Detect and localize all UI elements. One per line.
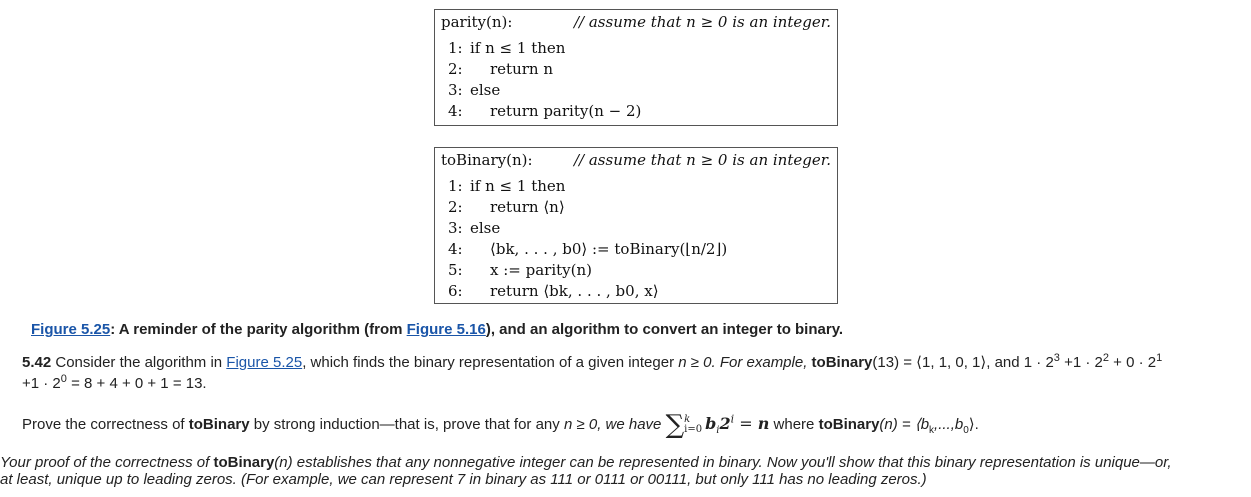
caption-text-a: : A reminder of the parity algorithm (from <box>110 321 407 338</box>
line-number: 3: <box>448 81 463 99</box>
followup-line-1 <box>0 454 1172 471</box>
exercise-line-1: 5.42 Consider the algorithm in Figure 5.25, which finds the binary representation of a given integer n ≥ 0. For example, toBinary(13) = ⟨1, 1, 0, 1⟩, and $1 \cdot 2^3 +1 \cdot 2^2 + 0 \cdot 2^1$ <box>22 352 1163 371</box>
prove-text: (n) = ⟨b <box>879 416 930 433</box>
figure-5-25-inline-link[interactable]: Figure 5.25 <box>226 354 303 371</box>
algo-line <box>448 177 565 195</box>
line-number: 4: <box>448 240 463 258</box>
prove-text: Prove the correctness of <box>22 416 189 433</box>
tobinary-name: toBinary <box>818 416 880 433</box>
line-code: else <box>470 219 501 237</box>
line-code: ⟨bk, . . . , b0⟩ := toBinary(⌊n/2⌋) <box>490 240 728 258</box>
parity-comment: // assume that n ≥ 0 is an integer. <box>573 13 831 31</box>
algo-line <box>448 282 659 300</box>
exercise-number: 5.42 <box>22 354 52 371</box>
prove-text: where <box>769 416 819 433</box>
prove-line: Prove the correctness of toBinary by strong induction—that is, prove that for any n ≥ 0, we have ∑ k i=0 $b_i2^i = n$ where toBinary(n) = $⟨b_k,...,b_0⟩$. <box>22 410 979 440</box>
tobinary-comment: // assume that n ≥ 0 is an integer. <box>573 151 831 169</box>
line-number: 4: <box>448 102 463 120</box>
line-code: return ⟨n⟩ <box>490 198 565 216</box>
sum-formula: ∑ k i=0 $b_i2^i = n$ <box>665 410 770 440</box>
line-number: 5: <box>448 261 463 279</box>
line-number: 3: <box>448 219 463 237</box>
figure-5-16-link[interactable]: Figure 5.16 <box>406 321 486 338</box>
exercise-text: = 8 + 4 + 0 + 1 = 13. <box>66 375 207 392</box>
parity-header: parity(n): <box>441 13 513 31</box>
algo-line <box>448 261 592 279</box>
line-code: return ⟨bk, . . . , b0, x⟩ <box>490 282 659 300</box>
line-number: 1: <box>448 177 463 195</box>
exercise-text: , which finds the binary representation of a given integer <box>302 354 679 371</box>
line-code: if n ≤ 1 then <box>470 39 566 57</box>
parity-algorithm-box <box>434 9 838 126</box>
caption-text-b: ), and an algorithm to convert an integer to binary. <box>485 321 844 338</box>
prove-text: ,...,b <box>934 416 964 433</box>
tobinary-header: toBinary(n): <box>441 151 533 169</box>
figure-5-25-link[interactable]: Figure 5.25 <box>31 321 111 338</box>
tobinary-name: toBinary <box>213 454 275 471</box>
line-code: return parity(n − 2) <box>490 102 642 120</box>
algo-line <box>448 102 641 120</box>
exercise-line-2: $+1 \cdot 2^0 = 8 + 4 + 0 + 1 = 13$. <box>22 373 207 392</box>
prove-text: by strong induction—that is, prove that for any <box>249 416 564 433</box>
prove-text: ⟩. <box>968 416 979 433</box>
algo-line <box>448 240 727 258</box>
tobinary-name: toBinary <box>188 416 250 433</box>
line-number: 1: <box>448 39 463 57</box>
exercise-text: (13) = ⟨1, 1, 0, 1⟩, and 1 · 2 <box>872 354 1054 371</box>
line-code: else <box>470 81 501 99</box>
exercise-text: Consider the algorithm in <box>51 354 227 371</box>
line-number: 2: <box>448 60 463 78</box>
algo-line <box>448 219 500 237</box>
line-number: 2: <box>448 198 463 216</box>
followup-text: (n) establishes that any nonnegative integer can be represented in binary. Now you'll show that this binary representation is unique—or, <box>274 454 1172 471</box>
line-code: return n <box>490 60 553 78</box>
exercise-text: n ≥ 0. For example, <box>678 354 812 371</box>
algo-line <box>448 60 553 78</box>
tobinary-algorithm-box <box>434 147 838 304</box>
prove-text: n ≥ 0, we have <box>563 416 666 433</box>
line-code: if n ≤ 1 then <box>470 177 566 195</box>
algo-line <box>448 81 500 99</box>
followup-line-2: at least, unique up to leading zeros. (For example, we can represent 7 in binary as 111 or 0111 or 00111, but only 111 has no leading zeros.) <box>0 471 927 488</box>
line-code: x := parity(n) <box>490 261 592 279</box>
tobinary-name: toBinary <box>811 354 873 371</box>
algo-line <box>448 39 565 57</box>
exercise-text: +1 · 2 <box>22 375 61 392</box>
figure-caption <box>31 321 843 338</box>
followup-text: Your proof of the correctness of <box>0 454 214 471</box>
algo-line <box>448 198 565 216</box>
line-number: 6: <box>448 282 463 300</box>
